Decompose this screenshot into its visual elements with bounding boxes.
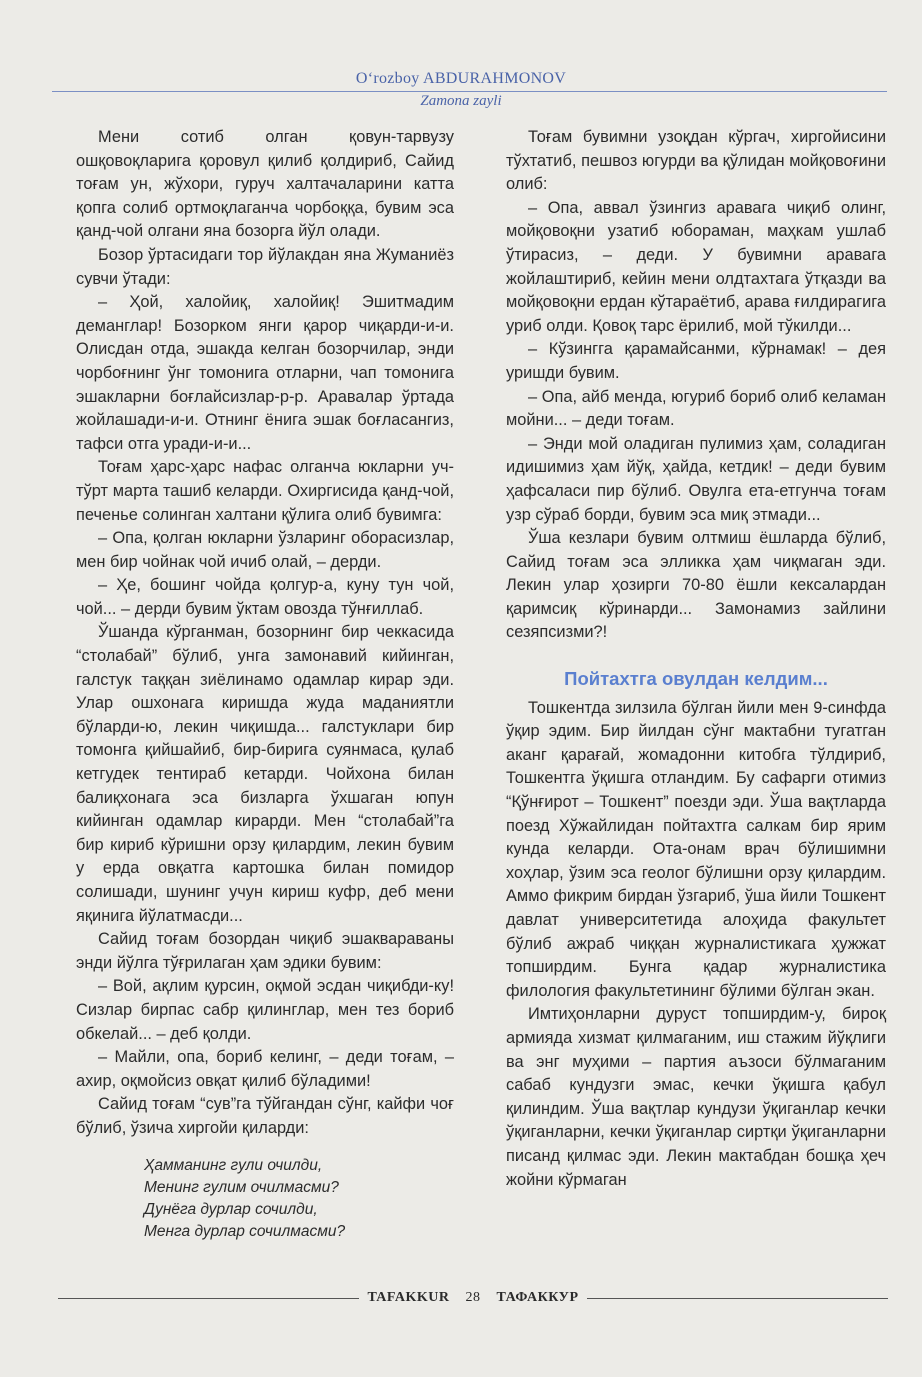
paragraph: – Опа, аввал ўзингиз аравага чиқиб олинг, мойқовоқни узатиб юбораман, маҳкам ушлаб ўтирасиз, – деди. У бувимни аравага жойлаштириб, кейин мени олдтахтага ўтқазди ва мойқовоқни ердан кўтараётиб, арава ғилдирагига уриб олди. Қовоқ тарс ёрилиб, мой тўкилди... — [506, 198, 886, 335]
footer-magazine-name-cyrillic: ТАФАККУР — [496, 1290, 579, 1305]
paragraph: Сайид тоғам “сув”га тўйгандан сўнг, кайфи чоғ бўлиб, ўзича хиргойи қиларди: — [76, 1095, 454, 1137]
footer-rule-left — [58, 1298, 359, 1299]
paragraph: – Майли, опа, бориб келинг, – деди тоғам, – ахир, оқмойсиз овқат қилиб бўладими! — [76, 1048, 454, 1090]
poem — [76, 1155, 454, 1243]
page-number: 28 — [465, 1290, 481, 1305]
poem-line: Дунёга дурлар сочилди, — [144, 1200, 318, 1218]
poem-line: Ҳамманинг гули очилди, — [144, 1156, 323, 1174]
paragraph: – Энди мой оладиган пулимиз ҳам, соладиган идишимиз ҳам йўқ, ҳайда, кетдик! – деди бувим ҳафсаласи пир бўлиб. Овулга ета-етгунча тоғам узр сўраб борди, бувим эса миқ этмади... — [506, 434, 886, 524]
paragraph: – Кўзингга қарамайсанми, кўрнамак! – дея уришди бувим. — [506, 340, 886, 382]
footer-rule-right — [587, 1298, 888, 1299]
paragraph: Бозор ўртасидаги тор йўлакдан яна Жуманиёз сувчи ўтади: — [76, 245, 454, 288]
paragraph: Тошкентда зилзила бўлган йили мен 9-синфда ўқир эдим. Бир йилдан сўнг мактабни тугатган аканг қарағай, жомадонни китобга тўлдириб, Тошкентга ўқишга отландим. Бу сафарги отимиз “Қўнғирот – Тошкент” поезди эди. Ўша вақтларда поезд Хўжайлидан пойтахтга салкам бир ярим кунда келарди. Ота-онам врач бўлишимни хоҳлар, ўзим эса геолог бўлишни орзу қилардим. Аммо фикрим бирдан ўзгариб, ўша йили Тошкент давлат университетида алоҳида факультет бўлиб ажраб чиққан журналистикага ҳужжат топширдим. Бунга қадар журналистика филология факультетининг бўлими бўлган экан. — [506, 698, 886, 1000]
paragraph: Сайид тоғам бозордан чиқиб эшаквараваны энди йўлга тўғрилаган ҳам эдики бувим: — [76, 930, 454, 972]
poem-line: Менинг гулим очилмасми? — [144, 1178, 339, 1196]
paragraph: – Ҳой, халойиқ, халойиқ! Эшитмадим деманглар! Бозорком янги қарор чиқарди-и-и. Олисдан отда, эшакда келган бозорчилар, энди чорбоғнинг ўнг томонига отларни, чап томонига эшакларни боғлайсизлар-р-р. Аравалар ўртада жойлашади-и-и. Отнинг ёнига эшак боғласангиз, тафси отга уради-и-и... — [76, 293, 454, 453]
paragraph: Тоғам ҳарс-ҳарс нафас олганча юкларни уч-тўрт марта ташиб келарди. Охиргисида қанд-чой, печенье солинган халтани қўлига олиб бувимга: — [76, 458, 454, 524]
article-title: Zamona zayli — [420, 93, 502, 109]
paragraph: – Ҳе, бошинг чойда қолгур-а, куну тун чой, чой... – дерди бувим ўктам овозда тўнғиллаб. — [76, 576, 454, 618]
journal-author: O‘rozboy ABDURAHMONOV — [355, 70, 567, 87]
paragraph: Имтиҳонларни дуруст топширдим-у, бироқ армияда хизмат қилмаганим, иш стажим йўқлиги ва энг муҳими – партия аъзоси бўлмаганим сабаб кундузги эмас, кечки ўқишга қабул қилиндим. Ўша вақтлар кундузи ўқиганлар кечки ўқиганларни, кечки ўқиганлар сиртқи ўқиганларни писанд қилмас эди. Лекин мактабдан бошқа ҳеч жойни кўрмаган — [506, 1005, 886, 1189]
paragraph: Тоғам бувимни узоқдан кўргач, хиргойисини тўхтатиб, пешвоз югурди ва қўлидан мойқовоғини олиб: — [506, 128, 886, 194]
footer-magazine-name-latin: TAFAKKUR — [367, 1290, 450, 1305]
paragraph: Ўша кезлари бувим олтмиш ёшларда бўлиб, Сайид тоғам эса элликка ҳам чиқмаган эди. Лекин улар ҳозирги 70-80 ёшли кексалардан қаримсиқ кўринарди... Замонамиз зайлини сезяпсизми?! — [506, 529, 886, 642]
poem-line: Менга дурлар сочилмасми? — [144, 1222, 346, 1240]
paragraph: – Опа, айб менда, югуриб бориб олиб келаман мойни... – деди тоғам. — [506, 387, 886, 430]
left-column — [76, 126, 454, 1243]
page-footer — [58, 1290, 888, 1306]
right-column — [506, 126, 886, 1192]
paragraph: Ўшанда кўрганман, бозорнинг бир чеккасида “столабай” бўлиб, унга замонавий кийинган, галстук таққан зиёлинамо одамлар кирар эди. Улар ошхонага киришда жуда маданиятли бўларди-ю, лекин чиқишда... галстуклари бир томонга қийшайиб, бир-бирига суянмаса, қулаб кетгудек тентираб кетарди. Чойхона билан балиқхонага эса бизларга ўхшаган юпун кийинган одамлар кирарди. Мен “столабай”га бир кириб кўришни орзу қилардим, лекин бувим у ерда овқатга картошка билан помидор солишади, шунинг учун кириш куфр, деб мени яқинига йўлатмасди... — [76, 623, 454, 925]
header-divider — [52, 91, 887, 92]
paragraph: – Вой, ақлим қурсин, оқмой эсдан чиқибди-ку! Сизлар бирпас сабр қилинглар, мен тез бориб обкелай... – деб қолди. — [76, 977, 454, 1043]
paragraph: Мени сотиб олган қовун-тарвузу ошқовоқларига қоровул қилиб қолдириб, Сайид тоғам ун, жўхори, гуруч халтачаларини катта қопга солиб ортмоқлаганча чорбоққа, бувим эса қанд-чой олгани яна бозорга йўл олади. — [76, 128, 454, 241]
section-heading: Пойтахтга овулдан келдим... — [564, 668, 828, 690]
paragraph: – Опа, қолган юкларни ўзларинг оборасизлар, мен бир чойнак чой ичиб олай, – дерди. — [76, 529, 454, 571]
